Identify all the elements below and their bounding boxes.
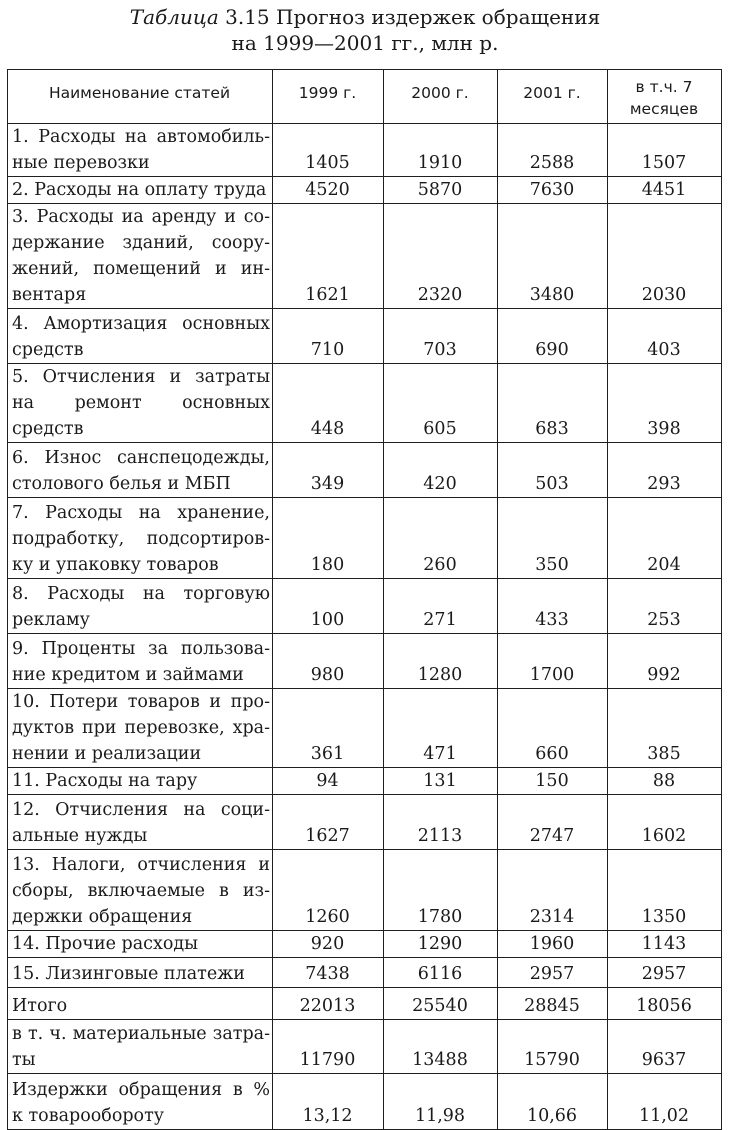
value-cell: 448 xyxy=(273,364,384,443)
row-label: в т. ч. материальные затра-ты xyxy=(8,1020,273,1074)
value-cell: 3480 xyxy=(498,204,608,309)
value-cell: 471 xyxy=(384,689,498,768)
value-cell: 1350 xyxy=(608,850,722,931)
column-header-7-months: в т.ч. 7 месяцев xyxy=(608,70,722,124)
value-cell: 2588 xyxy=(498,124,608,177)
value-cell: 22013 xyxy=(273,988,384,1020)
value-cell: 980 xyxy=(273,634,384,689)
value-cell: 1627 xyxy=(273,795,384,850)
value-cell: 1260 xyxy=(273,850,384,931)
value-cell: 503 xyxy=(498,443,608,498)
row-label: 7. Расходы на хранение, подработку, подсортиров-ку и упаковку товаров xyxy=(8,498,273,579)
header-row xyxy=(8,70,722,124)
column-header-name: Наименование статей xyxy=(8,70,273,124)
row-label: 3. Расходы иа аренду и со-держание зданий, соору-жений, помещений и ин-вентаря xyxy=(8,204,273,309)
value-cell: 28845 xyxy=(498,988,608,1020)
row-label: 1. Расходы на автомобиль-ные перевозки xyxy=(8,124,273,177)
value-cell: 1290 xyxy=(384,931,498,958)
value-cell: 7438 xyxy=(273,958,384,988)
value-cell: 94 xyxy=(273,768,384,795)
table-row xyxy=(8,309,722,364)
table-row xyxy=(8,958,722,988)
value-cell: 5870 xyxy=(384,177,498,204)
value-cell: 1143 xyxy=(608,931,722,958)
caption-title: 3.15 Прогноз издержек обращения xyxy=(225,5,601,29)
row-label: 9. Проценты за пользова-ние кредитом и займами xyxy=(8,634,273,689)
value-cell: 361 xyxy=(273,689,384,768)
row-label: 8. Расходы на торговую рекламу xyxy=(8,579,273,634)
table-row xyxy=(8,204,722,309)
value-cell: 100 xyxy=(273,579,384,634)
table-row xyxy=(8,850,722,931)
value-cell: 11,98 xyxy=(384,1074,498,1130)
column-header-2001: 2001 г. xyxy=(498,70,608,124)
column-header-1999: 1999 г. xyxy=(273,70,384,124)
table-row xyxy=(8,931,722,958)
column-header-2000: 2000 г. xyxy=(384,70,498,124)
value-cell: 710 xyxy=(273,309,384,364)
value-cell: 18056 xyxy=(608,988,722,1020)
row-label: 2. Расходы на оплату труда xyxy=(8,177,273,204)
row-label: 15. Лизинговые платежи xyxy=(8,958,273,988)
value-cell: 6116 xyxy=(384,958,498,988)
caption-label: Таблица xyxy=(129,5,219,29)
value-cell: 1780 xyxy=(384,850,498,931)
value-cell: 350 xyxy=(498,498,608,579)
value-cell: 1910 xyxy=(384,124,498,177)
row-label: 11. Расходы на тару xyxy=(8,768,273,795)
value-cell: 4520 xyxy=(273,177,384,204)
value-cell: 660 xyxy=(498,689,608,768)
value-cell: 2314 xyxy=(498,850,608,931)
value-cell: 25540 xyxy=(384,988,498,1020)
value-cell: 13,12 xyxy=(273,1074,384,1130)
table-body xyxy=(8,124,722,1130)
value-cell: 204 xyxy=(608,498,722,579)
table-row xyxy=(8,177,722,204)
value-cell: 2113 xyxy=(384,795,498,850)
row-label: Итого xyxy=(8,988,273,1020)
row-label: 5. Отчисления и затраты на ремонт основных средств xyxy=(8,364,273,443)
table-row xyxy=(8,634,722,689)
value-cell: 1507 xyxy=(608,124,722,177)
value-cell: 131 xyxy=(384,768,498,795)
value-cell: 88 xyxy=(608,768,722,795)
value-cell: 683 xyxy=(498,364,608,443)
table-row xyxy=(8,443,722,498)
value-cell: 703 xyxy=(384,309,498,364)
table-row xyxy=(8,1020,722,1074)
value-cell: 2030 xyxy=(608,204,722,309)
value-cell: 1405 xyxy=(273,124,384,177)
value-cell: 1960 xyxy=(498,931,608,958)
table-row xyxy=(8,124,722,177)
value-cell: 433 xyxy=(498,579,608,634)
value-cell: 2747 xyxy=(498,795,608,850)
table-row xyxy=(8,689,722,768)
value-cell: 385 xyxy=(608,689,722,768)
value-cell: 690 xyxy=(498,309,608,364)
value-cell: 253 xyxy=(608,579,722,634)
value-cell: 180 xyxy=(273,498,384,579)
value-cell: 605 xyxy=(384,364,498,443)
value-cell: 271 xyxy=(384,579,498,634)
row-label: 10. Потери товаров и про-дуктов при перевозке, хра-нении и реализации xyxy=(8,689,273,768)
value-cell: 1621 xyxy=(273,204,384,309)
table-row xyxy=(8,1074,722,1130)
table-row xyxy=(8,579,722,634)
value-cell: 10,66 xyxy=(498,1074,608,1130)
value-cell: 403 xyxy=(608,309,722,364)
caption-line-2: на 1999—2001 гг., млн р. xyxy=(231,31,499,55)
value-cell: 1700 xyxy=(498,634,608,689)
value-cell: 150 xyxy=(498,768,608,795)
table-caption xyxy=(0,4,730,56)
value-cell: 349 xyxy=(273,443,384,498)
value-cell: 2957 xyxy=(498,958,608,988)
value-cell: 398 xyxy=(608,364,722,443)
value-cell: 1280 xyxy=(384,634,498,689)
row-label: 13. Налоги, отчисления и сборы, включаемые в из-держки обращения xyxy=(8,850,273,931)
row-label: 14. Прочие расходы xyxy=(8,931,273,958)
value-cell: 920 xyxy=(273,931,384,958)
cost-forecast-table xyxy=(7,69,722,1130)
value-cell: 2957 xyxy=(608,958,722,988)
value-cell: 260 xyxy=(384,498,498,579)
value-cell: 7630 xyxy=(498,177,608,204)
value-cell: 420 xyxy=(384,443,498,498)
table-row xyxy=(8,768,722,795)
table-row xyxy=(8,795,722,850)
table-row xyxy=(8,364,722,443)
row-label: Издержки обращения в % к товарообороту xyxy=(8,1074,273,1130)
value-cell: 293 xyxy=(608,443,722,498)
value-cell: 992 xyxy=(608,634,722,689)
row-label: 6. Износ санспецодежды, столового белья и МБП xyxy=(8,443,273,498)
table-row xyxy=(8,498,722,579)
value-cell: 4451 xyxy=(608,177,722,204)
value-cell: 13488 xyxy=(384,1020,498,1074)
row-label: 4. Амортизация основных средств xyxy=(8,309,273,364)
value-cell: 1602 xyxy=(608,795,722,850)
row-label: 12. Отчисления на соци-альные нужды xyxy=(8,795,273,850)
table-row xyxy=(8,988,722,1020)
value-cell: 9637 xyxy=(608,1020,722,1074)
value-cell: 11,02 xyxy=(608,1074,722,1130)
value-cell: 2320 xyxy=(384,204,498,309)
caption-line-1 xyxy=(0,4,730,30)
value-cell: 11790 xyxy=(273,1020,384,1074)
value-cell: 15790 xyxy=(498,1020,608,1074)
